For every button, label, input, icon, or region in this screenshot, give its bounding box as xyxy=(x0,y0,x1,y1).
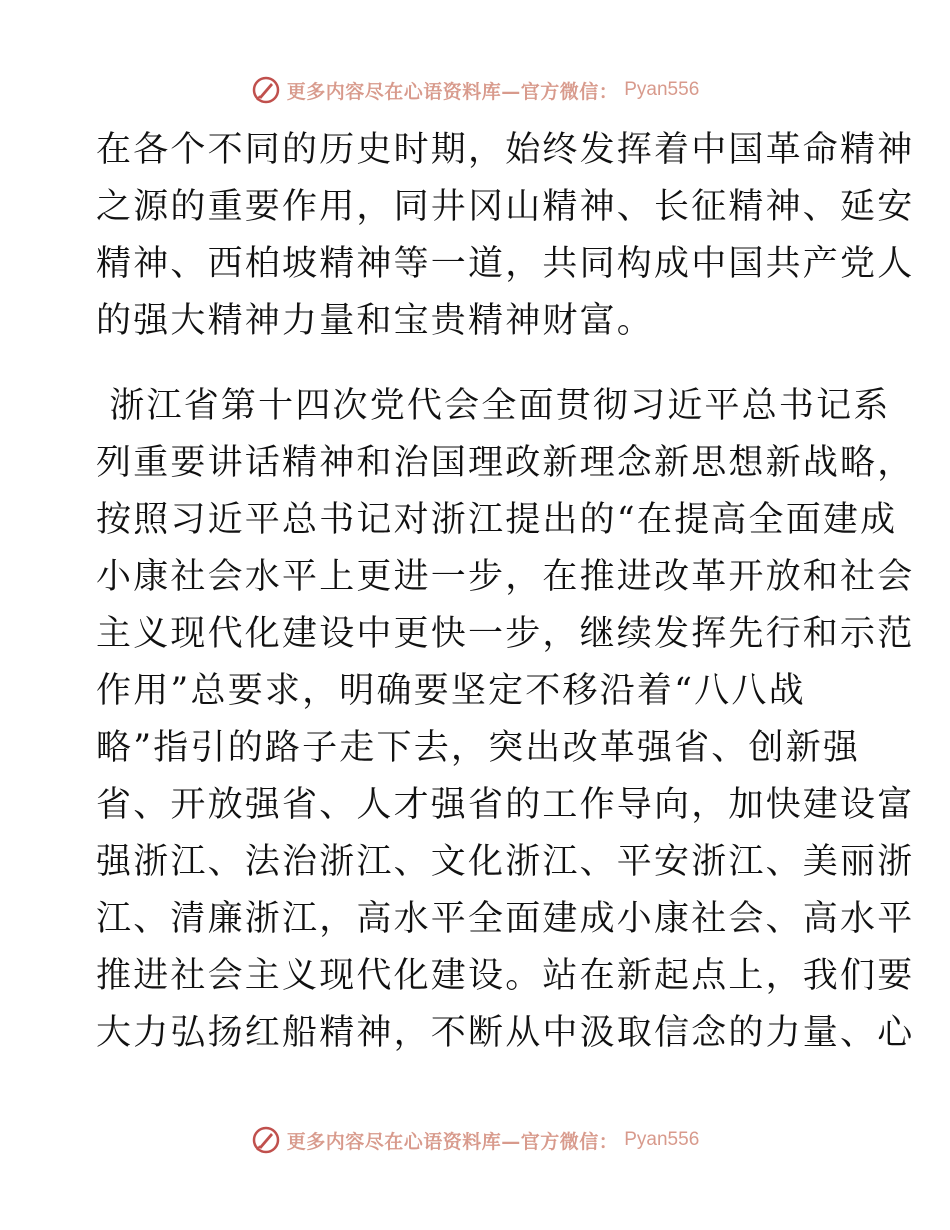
text-line: 精神、西柏坡精神等一道，共同构成中国共产党人 xyxy=(96,244,915,284)
text-line: 在各个不同的历史时期，始终发挥着中国革命精神 xyxy=(96,130,915,170)
text-line: 作用”总要求，明确要坚定不移沿着“八八战 xyxy=(96,671,806,711)
text-line: 强浙江、法治浙江、文化浙江、平安浙江、美丽浙 xyxy=(96,842,915,882)
text-line: 浙江省第十四次党代会全面贯彻习近平总书记系 xyxy=(96,386,891,426)
header-watermark-banner xyxy=(0,72,950,108)
text-line: 之源的重要作用，同井冈山精神、长征精神、延安 xyxy=(96,187,915,227)
header-wechat-id: Pyan556 xyxy=(624,79,700,100)
paragraph-1 xyxy=(96,122,915,350)
footer-wechat-id: Pyan556 xyxy=(624,1129,700,1150)
footer-watermark-banner xyxy=(0,1122,950,1158)
document-body xyxy=(96,122,915,1062)
text-line: 大力弘扬红船精神，不断从中汲取信念的力量、心 xyxy=(96,1013,915,1053)
text-line: 江、清廉浙江，高水平全面建成小康社会、高水平 xyxy=(96,899,915,939)
text-line: 的强大精神力量和宝贵精神财富。 xyxy=(96,301,655,341)
header-banner-text: 更多内容尽在心语资料库—官方微信： xyxy=(286,80,619,103)
text-line: 小康社会水平上更进一步，在推进改革开放和社会 xyxy=(96,557,915,597)
text-line: 主义现代化建设中更快一步，继续发挥先行和示范 xyxy=(96,614,915,654)
footer-banner-text: 更多内容尽在心语资料库—官方微信： xyxy=(286,1130,619,1153)
paragraph-2 xyxy=(96,378,915,1062)
text-line: 推进社会主义现代化建设。站在新起点上，我们要 xyxy=(96,956,915,996)
text-line: 列重要讲话精神和治国理政新理念新思想新战略， xyxy=(96,443,915,483)
text-line: 按照习近平总书记对浙江提出的“在提高全面建成 xyxy=(96,500,898,540)
text-line: 略”指引的路子走下去，突出改革强省、创新强 xyxy=(96,728,861,768)
quill-circle-icon xyxy=(251,75,281,105)
quill-circle-icon xyxy=(251,1125,281,1155)
paragraph-spacer xyxy=(96,350,856,378)
text-line: 省、开放强省、人才强省的工作导向，加快建设富 xyxy=(96,785,915,825)
